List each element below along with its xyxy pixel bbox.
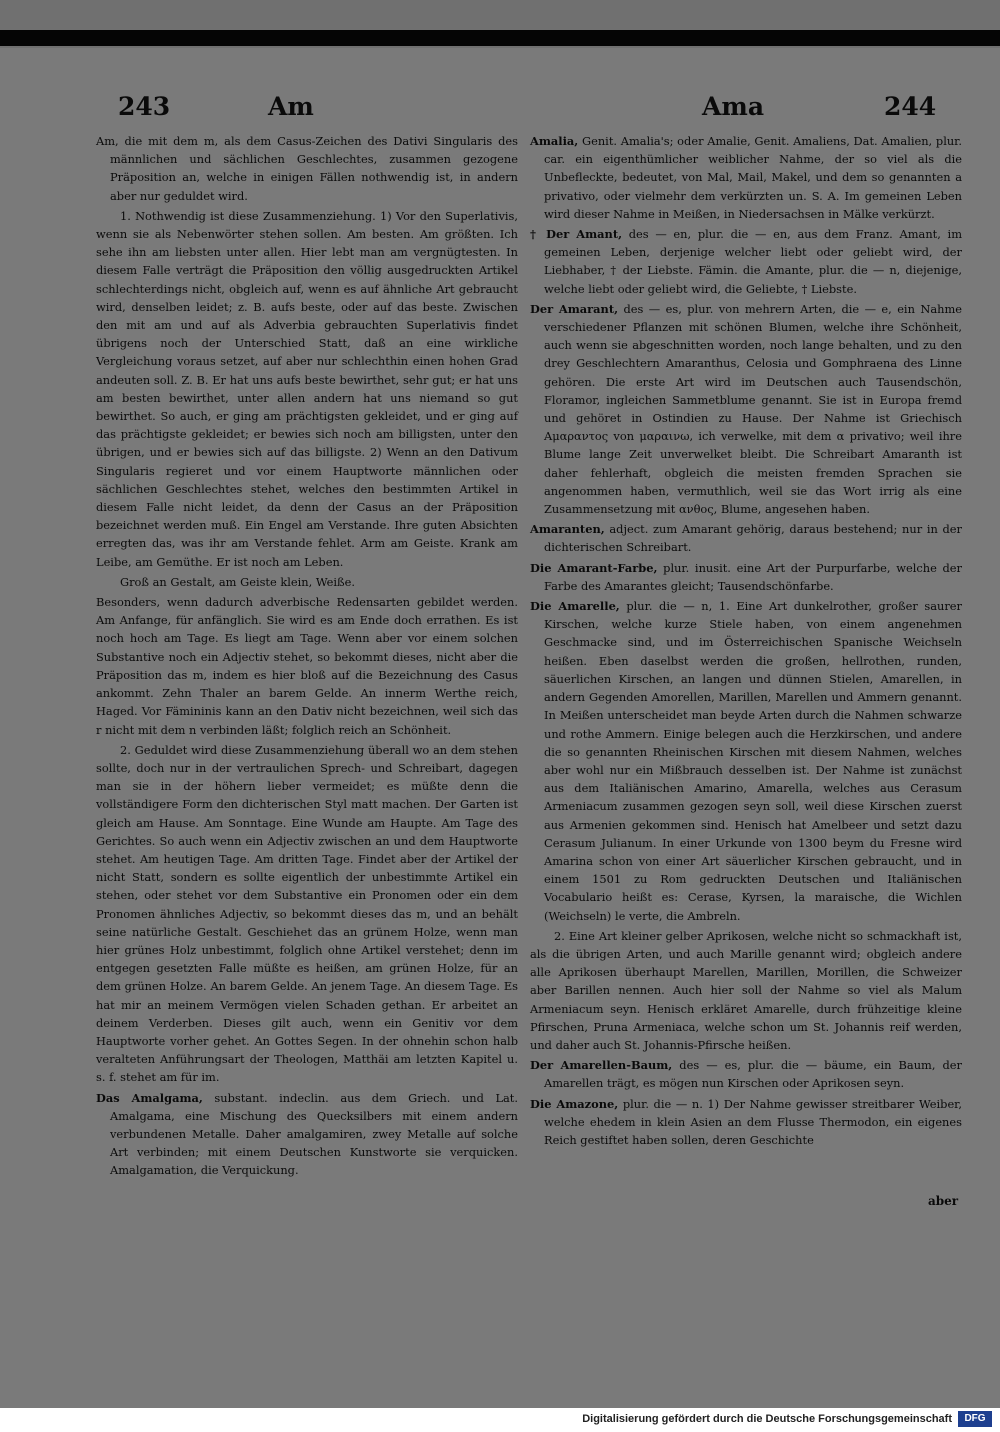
paragraph-text: adject. zum Amarant gehörig, daraus bestehend; nur in der dichterischen Schreibart.: [544, 522, 962, 555]
paragraph-text: des — es, plur. von mehrern Arten, die — e, ein Nahme verschiedener Pflanzen mit schönen Blumen, welche ihre Schönheit, auch wenn sie abgeschnitten worden, noch lange behalten, und zu den drey Geschlechtern Amaranthus, Celosia und Gomphraena des Linne gehören. Die erste Art wird im Deutschen auch Tausendschön, Floramor, ingleichen Sammetblume genannt. Sie ist in Europa fremd und gehöret in Ostindien zu Hause. Der Nahme ist Griechisch Αμαραντος von μαραινω, ich verwelke, mit dem α privativo; weil ihre Blume lange Zeit unverwelket bleibt. Die Schreibart Amaranth ist daher fehlerhaft, obgleich die meisten fremden Sprachen sie angenommen haben, vermuthlich, weil sie das Wort irrig als eine Zusammensetzung mit ανθος, Blume, angesehen haben.: [544, 301, 962, 517]
paragraph-text: des — en, plur. die — en, aus dem Franz. Amant, im gemeinen Leben, derjenige welcher liebt oder geliebt wird, der Liebhaber, † der Liebste. Fämin. die Amante, plur. die — n, diejenige, welche liebt oder geliebt wird, die Geliebte, † Liebste.: [544, 227, 962, 296]
paragraph-text: plur. die — n, 1. Eine Art dunkelrother, großer saurer Kirschen, welche kurze Stiele haben, von einem angenehmen Geschmacke sind, und im Österreichischen Spanische Weichseln heißen. Eben daselbst werden die großen, hellrothen, runden, säuerlichen Kirschen, an langen und dünnen Stielen, Amarellen, in andern Gegenden Amorellen, Marillen, Marellen und Ammern genannt. In Meißen unterscheidet man beyde Arten durch die Nahmen schwarze und rothe Ammern. Einige belegen auch die Herzkirschen, und andere die so genannten Rheinischen Kirschen mit diesem Nahmen, welches aber wohl nur ein Mißbrauch desselben ist. Der Nahme ist zunächst aus dem Italiänischen Amarino, Amarella, welches aus Cerasum Armeniacum zusammen gezogen seyn soll, weil diese Kirschen zuerst aus Armenien gekommen sind. Henisch hat Amelbeer und setzt dazu Cerasum Julianum. In einer Urkunde von 1300 beym du Fresne wird Amarina schon von einer Art säuerlicher Kirschen gebraucht, und in einem 1501 zu Rom gedruckten Deutschen und Italiänischen Vocabulario heißt es: Cerase, Kyrsen, la maraische, die Wichlen (Weichseln) le verte, die Ambreln.: [544, 599, 962, 923]
right-running-head: Ama: [702, 92, 765, 121]
paragraph: [96, 1089, 518, 1180]
dfg-logo: DFG: [958, 1411, 992, 1427]
entry-headword: Das Amalgama,: [96, 1090, 203, 1105]
paragraph-text: 2. Geduldet wird diese Zusammenziehung überall wo an dem stehen sollte, doch nur in der vertraulichen Sprech- und Schreibart, dagegen man sie in der höhern lieber vermeidet; es müßte denn die vollständigere Form den dichterischen Styl matt machen. Der Garten ist gleich am Hause. Am Sonntage. Eine Wunde am Haupte. Am Tage des Gerichtes. So auch wenn ein Adjectiv zwischen an und dem Hauptworte stehet. Am heutigen Tage. Am dritten Tage. Findet aber der Artikel der nicht Statt, sondern es sollte eigentlich der unbestimmte Artikel ein stehen, oder stehet vor dem Substantive ein Pronomen oder ein dem Pronomen ähnliches Adjectiv, so bekommt dieses das m, und an behält seine natürliche Gestalt. Geschiehet das an grünem Holze, wenn man hier grünes Holz unbestimmt, folglich ohne Artikel verstehet; denn im entgegen gesetzten Falle müßte es heißen, am grünen Holze, für an dem grünen Holze. An barem Gelde. An jenem Tage. An diesem Tage. Es hat mir an meinem Vermögen vielen Schaden gethan. Er arbeitet an deinem Verderben. Dieses gilt auch, wenn ein Genitiv vor dem Hauptworte vorher gehet. An Gottes Segen. In der ohnehin schon halb veralteten Anführungsart der Theologen, Matthäi am letzten Kapitel u. s. f. stehet am für im.: [96, 742, 518, 1085]
paragraph: [530, 559, 962, 595]
paragraph-text: substant. indeclin. aus dem Griech. und Lat. Amalgama, eine Mischung des Quecksilbers mit einem andern verbundenen Metalle. Daher amalgamiren, zwey Metalle auf solche Art verbinden; mit einem Deutschen Kunstworte sie verquicken. Amalgamation, die Verquickung.: [110, 1090, 518, 1178]
entry-headword: † Der Amant,: [530, 227, 623, 242]
footer-credit: Digitalisierung gefördert durch die Deutsche Forschungsgemeinschaft: [582, 1413, 952, 1425]
left-text-column: [96, 132, 518, 1182]
entry-headword: Der Amarellen-Baum,: [530, 1058, 673, 1073]
paragraph-text: Besonders, wenn dadurch adverbische Redensarten gebildet werden. Am Anfange, für anfänglich. Sie wird es am Ende doch errathen. Es ist noch hoch am Tage. Es liegt am Tage. Wenn aber vor einem solchen Substantive noch ein Adjectiv stehet, so bekommt dieses, nicht aber die Präposition das m, indem es hier bloß auf die Bezeichnung des Casus ankommt. Zehn Thaler an barem Gelde. An innerm Werthe reich, Haged. Vor Fämininis kann an den Dativ nicht bezeichnen, weil sich das r nicht mit dem n verbinden läßt; folglich reich an Schönheit.: [96, 595, 518, 737]
entry-headword: Die Amarant-Farbe,: [530, 560, 658, 575]
right-page-number: 244: [884, 92, 937, 121]
catchword: aber: [928, 1194, 959, 1208]
left-page-number: 243: [118, 92, 171, 121]
paragraph-text: Am, die mit dem m, als dem Casus-Zeichen des Dativi Singularis des männlichen und sächlichen Geschlechtes, zusammen gezogene Präposition an, welche in einigen Fällen nothwendig ist, in andern aber nur geduldet wird.: [96, 134, 518, 203]
paragraph-text: plur. inusit. eine Art der Purpurfarbe, welche der Farbe des Amarantes gleicht; Tausendschönfarbe.: [544, 560, 962, 593]
entry-headword: Die Amarelle,: [530, 599, 620, 614]
paragraph-text: 2. Eine Art kleiner gelber Aprikosen, welche nicht so schmackhaft ist, als die übrigen Arten, und auch Marille genannt wird; obgleich andere alle Aprikosen überhaupt Marellen, Marillen, Morillen, die Schweizer aber Barillen nennen. Auch hier soll der Nahme so viel als Malum Armeniacum seyn. Henisch erkläret Amarelle, durch frühzeitige kleine Pfirschen, Pruna Armeniaca, welche schon um St. Johannis reif werden, und daher auch St. Johannis-Pfirsche heißen.: [530, 928, 962, 1052]
paragraph: [530, 597, 962, 925]
entry-headword: Der Amarant,: [530, 301, 619, 316]
entry-headword: Amalia,: [530, 134, 579, 148]
footer-bar: [0, 1408, 1000, 1432]
left-running-head: Am: [268, 92, 314, 121]
paragraph-text: des — es, plur. die — bäume, ein Baum, der Amarellen trägt, es mögen nun Kirschen oder Aprikosen seyn.: [544, 1058, 962, 1091]
right-text-column: [530, 132, 962, 1151]
paragraph: [530, 132, 962, 223]
paragraph: [96, 573, 518, 591]
entry-headword: Die Amazone,: [530, 1096, 619, 1111]
scan-top-edge: [0, 0, 1000, 48]
paragraph-text: plur. die — n. 1) Der Nahme gewisser streitbarer Weiber, welche ehedem in klein Asien an dem Flusse Thermodon, ein eigenes Reich gestiftet haben sollen, deren Geschichte: [544, 1096, 962, 1147]
paragraph: [530, 1095, 962, 1150]
paragraph: [96, 741, 518, 1087]
paragraph: [530, 1056, 962, 1092]
paragraph: [530, 520, 962, 556]
paragraph: [96, 132, 518, 205]
paragraph-text: Groß an Gestalt, am Geiste klein, Weiße.: [120, 574, 356, 589]
paragraph-text: Genit. Amalia's; oder Amalie, Genit. Amaliens, Dat. Amalien, plur. car. ein eigenthümlicher weiblicher Nahme, der so viel als die Unbefleckte, bedeutet, von Mal, Mail, Makel, und dem so genannten a privativo, oder vielmehr dem verkürzten un. S. A. Im gemeinen Leben wird dieser Nahme in Meißen, in Niedersachsen in Mälke verkürzt.: [544, 134, 962, 221]
entry-headword: Amaranten,: [530, 522, 605, 537]
paragraph: [530, 225, 962, 298]
paragraph: [530, 927, 962, 1054]
paragraph: [96, 593, 518, 739]
paragraph-text: 1. Nothwendig ist diese Zusammenziehung. 1) Vor den Superlativis, wenn sie als Nebenwörter stehen sollen. Am besten. Am größten. Ich sehe ihn am liebsten unter allen. Hier lebt man am vergnügtesten. In diesem Falle verträgt die Präposition den völlig ausgedruckten Artikel schlechterdings nicht, obgleich auf, wenn es auf ähnliche Art gebraucht wird, denselben leidet; z. B. aufs beste, oder auf das beste. Zwischen den mit am und auf als Adverbia gebrauchten Superlativis findet übrigens noch der Unterschied Statt, daß an eine wirkliche Vergleichung voraus setzet, auf aber nur schlechthin einen hohen Grad andeuten soll. Z. B. Er hat uns aufs beste bewirthet, sehr gut; er hat uns am besten bewirthet, unter allen andern hat uns niemand so gut bewirthet. So auch, er ging am prächtigsten gekleidet, und er ging auf das prächtigste gekleidet; er bewies sich noch am billigsten, unter den übrigen, und er bewies sich auf das billigste. 2) Wenn an den Dativum Singularis regieret und vor einem Hauptworte männlichen oder sächlichen Geschlechtes stehet, welches den bestimmten Artikel in diesem Falle nicht leidet, da denn der Casus an der Präposition bezeichnet werden muß. Ein Engel am Verstande. Ihre guten Absichten erregten das, was ihr am Verstande fehlet. Arm am Geiste. Krank am Leibe, am Gemüthe. Er ist noch am Leben.: [96, 208, 518, 569]
paragraph: [96, 207, 518, 571]
paragraph: [530, 300, 962, 518]
